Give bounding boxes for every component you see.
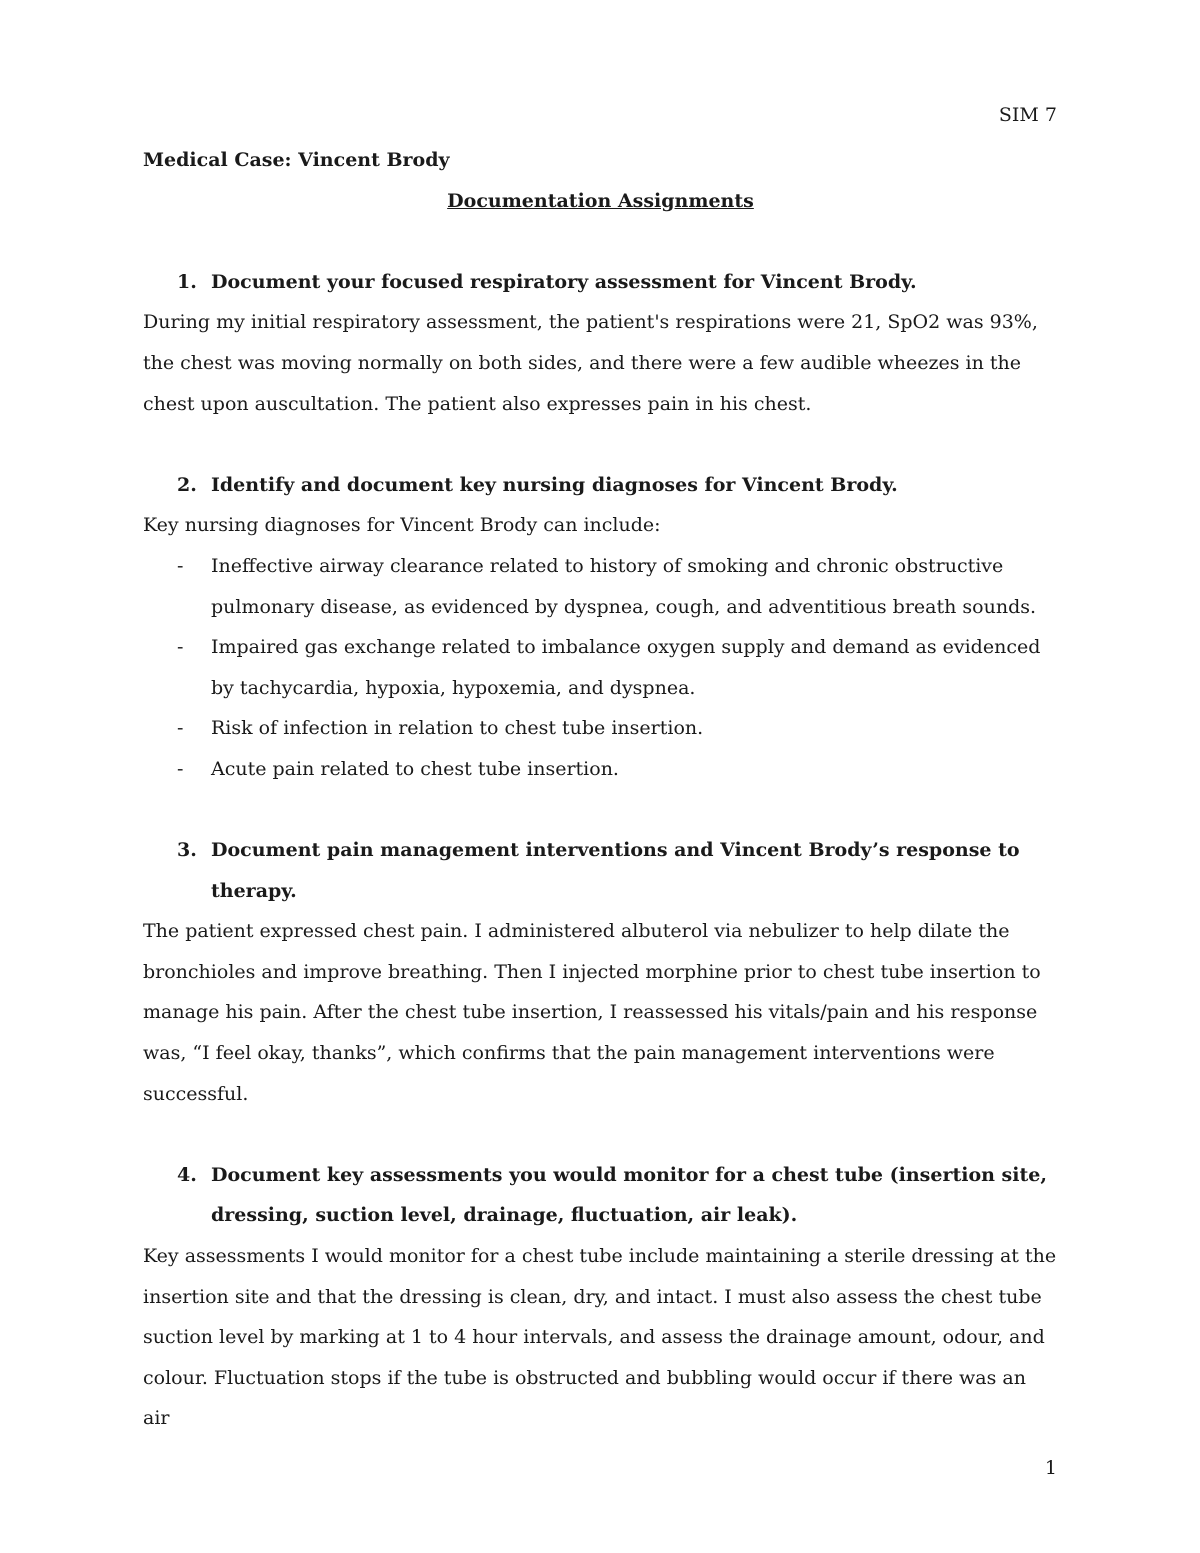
bullet-dash: -: [177, 636, 184, 659]
section-1-answer: During my initial respiratory assessment, the patient's respirations were 21, SpO2 was 93%, the chest was moving normally on both sides, and there were a few audible wheezes in the chest upon auscultation. The patient also expresses pain in his chest.: [143, 311, 1038, 415]
section-4-heading: [143, 1155, 1058, 1236]
section-1-question: Document your focused respiratory assessment for Vincent Brody.: [211, 270, 917, 293]
blank-line: [143, 424, 1058, 465]
diagnosis-text: Ineffective airway clearance related to history of smoking and chronic obstructive pulmonary disease, as evidenced by dyspnea, cough, and adventitious breath sounds.: [211, 554, 1037, 618]
diagnosis-text: Impaired gas exchange related to imbalance oxygen supply and demand as evidenced by tachycardia, hypoxia, hypoxemia, and dyspnea.: [211, 636, 1041, 699]
bullet-dash: -: [177, 757, 184, 780]
case-title: Medical Case: Vincent Brody: [143, 149, 450, 171]
blank-line: [143, 790, 1058, 831]
diagnosis-list-item: [143, 708, 1058, 749]
document-body: [143, 140, 1058, 1439]
diagnosis-text: Risk of infection in relation to chest tube insertion.: [211, 717, 704, 740]
diagnosis-list-item: [143, 749, 1058, 790]
section-4-question: Document key assessments you would monitor for a chest tube (insertion site, dressing, suction level, drainage, fluctuation, air leak).: [211, 1163, 1047, 1227]
section-1-heading: [143, 262, 1058, 303]
blank-line: [143, 1114, 1058, 1155]
document-title: Documentation Assignments: [447, 189, 754, 212]
section-2-number: 2.: [177, 473, 197, 496]
page-number: 1: [1044, 1457, 1057, 1479]
section-2-answer: Key nursing diagnoses for Vincent Brody can include:: [143, 514, 661, 537]
section-2-question: Identify and document key nursing diagnoses for Vincent Brody.: [211, 473, 898, 496]
section-3-answer: The patient expressed chest pain. I administered albuterol via nebulizer to help dilate the bronchioles and improve breathing. Then I injected morphine prior to chest tube insertion to manage his pain. After the chest tube insertion, I reassessed his vitals/pain and his response was, “I feel okay, thanks”, which confirms that the pain management interventions were successful.: [143, 920, 1041, 1105]
bullet-dash: -: [177, 554, 184, 577]
diagnosis-list-item: [143, 546, 1058, 627]
diagnosis-list-item: [143, 627, 1058, 708]
section-4-number: 4.: [177, 1163, 197, 1186]
section-4-answer: Key assessments I would monitor for a chest tube include maintaining a sterile dressing at the insertion site and that the dressing is clean, dry, and intact. I must also assess the chest tube suction level by marking at 1 to 4 hour intervals, and assess the drainage amount, odour, and colour. Fluctuation stops if the tube is obstructed and bubbling would occur if there was an air: [143, 1245, 1057, 1430]
diagnosis-text: Acute pain related to chest tube insertion.: [211, 757, 619, 780]
section-1-number: 1.: [177, 270, 197, 293]
section-3-number: 3.: [177, 839, 197, 862]
section-3-heading: [143, 830, 1058, 911]
section-3-question: Document pain management interventions and Vincent Brody’s response to therapy.: [211, 839, 1020, 902]
bullet-dash: -: [177, 717, 184, 740]
blank-line: [143, 221, 1058, 262]
running-head: SIM 7: [998, 104, 1057, 126]
section-2-heading: [143, 465, 1058, 506]
